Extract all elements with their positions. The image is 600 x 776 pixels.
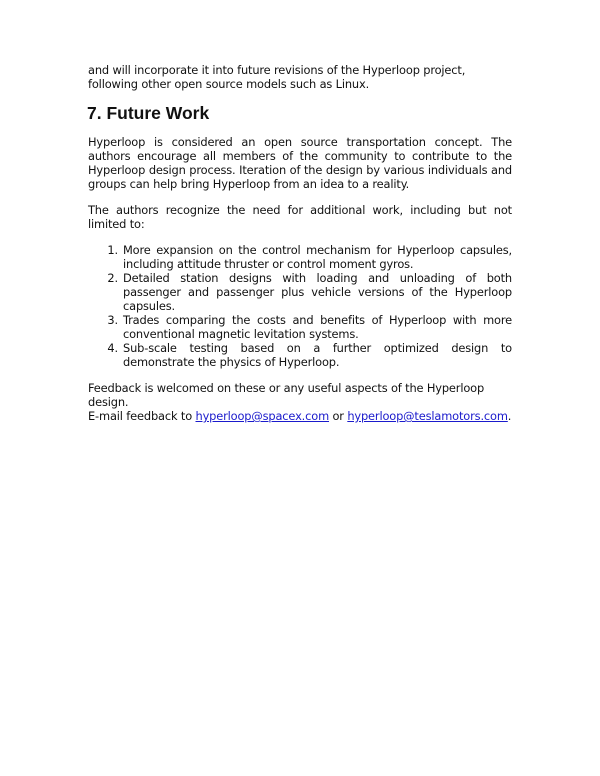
list-item — [88, 341, 512, 369]
list-item-number: 4. — [107, 341, 118, 355]
list-item-number: 1. — [107, 243, 118, 257]
feedback-paragraph — [88, 381, 512, 423]
list-item — [88, 313, 512, 341]
list-item-number: 3. — [107, 313, 118, 327]
teslamotors-email-link[interactable]: hyperloop@teslamotors.com — [347, 409, 508, 423]
document-page — [88, 63, 512, 423]
spacex-email-link[interactable]: hyperloop@spacex.com — [195, 409, 330, 423]
list-item-text: Trades comparing the costs and benefits of Hyperloop with more conventional magnetic levitation systems. — [123, 313, 512, 341]
list-item-text: Detailed station designs with loading and unloading of both passenger and passenger plus vehicle versions of the Hyperloop capsules. — [123, 271, 512, 313]
open-source-paragraph: Hyperloop is considered an open source transportation concept. The authors encourage all members of the community to contribute to the Hyperloop design process. Iteration of the design by various individuals and groups can help bring Hyperloop from an idea to a reality. — [88, 135, 512, 191]
feedback-suffix: . — [507, 409, 512, 423]
intro-paragraph: and will incorporate it into future revisions of the Hyperloop project, following other open source models such as Linux. — [88, 63, 466, 91]
list-item — [88, 271, 512, 313]
feedback-prefix: E-mail feedback to — [88, 409, 196, 423]
list-item-text: Sub-scale testing based on a further optimized design to demonstrate the physics of Hyperloop. — [123, 341, 512, 369]
feedback-line-1: Feedback is welcomed on these or any useful aspects of the Hyperloop design. — [88, 381, 485, 409]
additional-work-paragraph: The authors recognize the need for additional work, including but not limited to: — [88, 203, 512, 231]
future-work-list — [88, 243, 512, 369]
list-item-number: 2. — [107, 271, 118, 285]
section-heading: 7. Future Work — [87, 103, 210, 123]
list-item — [88, 243, 512, 271]
list-item-text: More expansion on the control mechanism for Hyperloop capsules, including attitude thruster or control moment gyros. — [123, 243, 512, 271]
feedback-middle: or — [329, 409, 348, 423]
